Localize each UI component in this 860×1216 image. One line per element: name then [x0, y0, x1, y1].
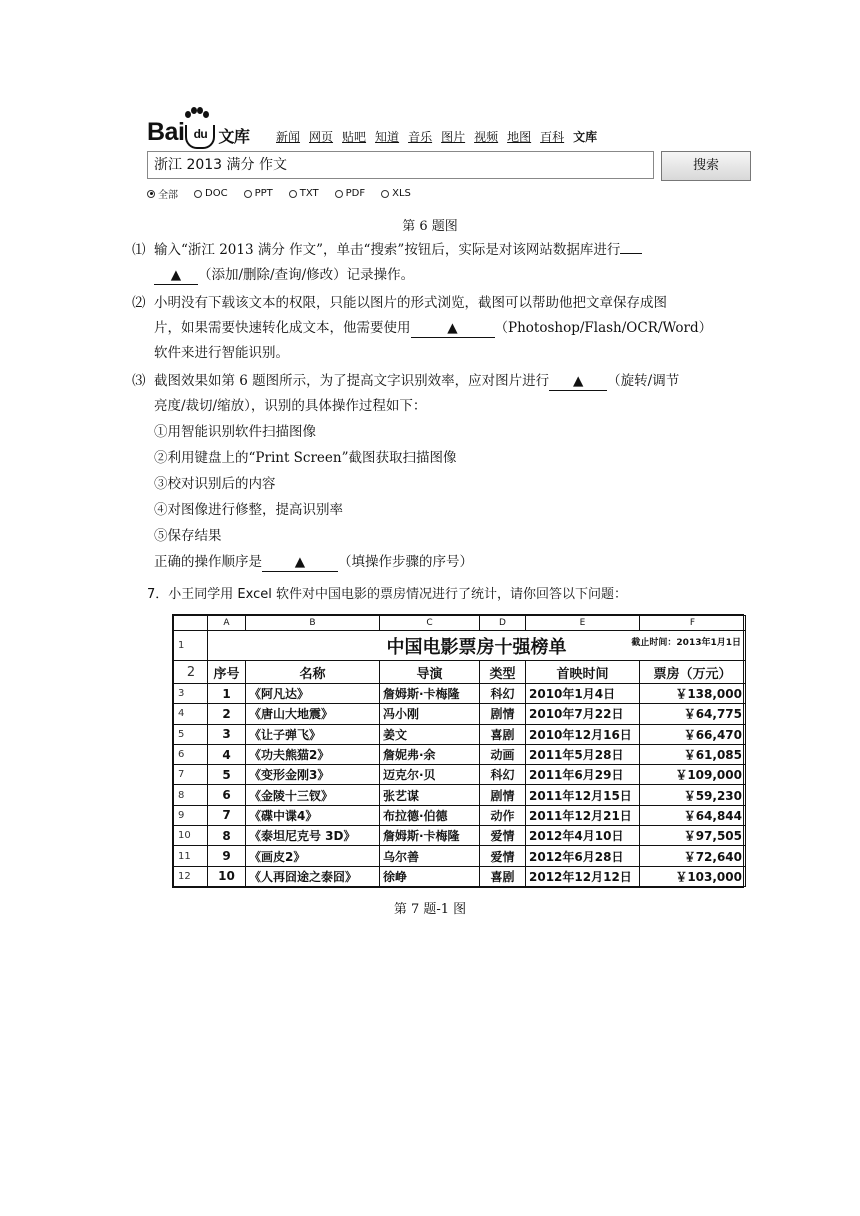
table-cell: 2 [208, 704, 246, 724]
table-cell: ￥64,775 [640, 704, 746, 724]
q3-blank: ▲ [549, 372, 607, 391]
table-cell: ￥103,000 [640, 866, 746, 886]
table-cell: 爱情 [480, 846, 526, 866]
column-label: 票房（万元） [640, 661, 746, 684]
filter-label: DOC [205, 188, 228, 199]
table-cell: ￥72,640 [640, 846, 746, 866]
radio-icon [244, 190, 252, 198]
filter-label: 全部 [158, 190, 178, 201]
table-cell: 2011年6月29日 [526, 765, 640, 785]
q2-line1: 小明没有下载该文本的权限，只能以图片的形式浏览，截图可以帮助他把文章保存成图 [154, 295, 667, 311]
table-cell: 1 [208, 683, 246, 703]
q2-line2b: （Photoshop/Flash/OCR/Word） [494, 320, 713, 336]
sheet-title-note: 截止时间：2013年1月1日 [631, 638, 741, 648]
q2-line3: 软件来进行智能识别。 [154, 345, 289, 361]
filter-radio[interactable] [335, 186, 365, 201]
q3-line1 [154, 369, 679, 394]
table-row [174, 866, 746, 886]
row-header: 8 [174, 785, 208, 805]
table-cell: 4 [208, 744, 246, 764]
table-header-row [174, 661, 746, 684]
logo-wenku: 文库 [218, 127, 250, 146]
table-row [174, 846, 746, 866]
table-cell: 乌尔善 [380, 846, 480, 866]
column-label: 名称 [246, 661, 380, 684]
table-row [174, 631, 746, 661]
table-cell: 9 [208, 846, 246, 866]
q3-step-5: ⑤保存结果 [154, 528, 222, 544]
table-cell: 动作 [480, 805, 526, 825]
table-cell: ￥64,844 [640, 805, 746, 825]
search-input[interactable]: 浙江 2013 满分 作文 [147, 151, 654, 179]
table-cell: 《金陵十三钗》 [246, 785, 380, 805]
excel-screenshot [172, 614, 744, 888]
q3-number: ⑶ [132, 373, 146, 389]
row-header: 2 [174, 661, 208, 684]
row-header: 7 [174, 765, 208, 785]
column-label: 首映时间 [526, 661, 640, 684]
filter-label: PPT [254, 188, 273, 199]
table-cell: 2012年6月28日 [526, 846, 640, 866]
q1-number: ⑴ [132, 242, 146, 258]
q3-order-blank: ▲ [262, 553, 338, 572]
sheet-title-cell [208, 631, 746, 661]
table-row [174, 704, 746, 724]
q3-line2: 亮度/裁切/缩放），识别的具体操作过程如下： [154, 398, 427, 414]
column-header-row [174, 616, 746, 631]
q3-line1a: 截图效果如第 6 题图所示，为了提高文字识别效率，应对图片进行 [154, 373, 550, 389]
radio-icon [147, 190, 155, 198]
table-cell: 布拉德·伯德 [380, 805, 480, 825]
filter-radio[interactable] [147, 186, 178, 201]
q2-line2 [154, 316, 712, 341]
row-header: 10 [174, 826, 208, 846]
table-cell: ￥59,230 [640, 785, 746, 805]
radio-icon [289, 190, 297, 198]
filter-radio[interactable] [244, 186, 273, 201]
sheet-title: 中国电影票房十强榜单 [386, 636, 567, 658]
q2-line2a: 片，如果需要快速转化成文本，他需要使用 [154, 320, 411, 336]
table-cell: 6 [208, 785, 246, 805]
table-cell: 《画皮2》 [246, 846, 380, 866]
table-cell: 5 [208, 765, 246, 785]
box-office-table [173, 615, 746, 887]
column-header: D [480, 616, 526, 631]
filter-label: XLS [392, 188, 411, 199]
table-row [174, 724, 746, 744]
column-header: A [208, 616, 246, 631]
radio-icon [194, 190, 202, 198]
nav-link[interactable]: 网页 [309, 130, 334, 144]
column-header: B [246, 616, 380, 631]
row-header: 4 [174, 704, 208, 724]
q3-step-3: ③校对识别后的内容 [154, 476, 276, 492]
nav-link[interactable]: 新闻 [276, 130, 301, 144]
table-row [174, 683, 746, 703]
q7-text: 7．小王同学用 Excel 软件对中国电影的票房情况进行了统计，请你回答以下问题： [147, 587, 627, 602]
table-cell: 10 [208, 866, 246, 886]
table-cell: 2012年4月10日 [526, 826, 640, 846]
q1-blank: ▲ [154, 266, 198, 285]
filter-label: TXT [299, 188, 319, 199]
filter-label: PDF [345, 188, 366, 199]
table-cell: 喜剧 [480, 724, 526, 744]
table-cell: ￥97,505 [640, 826, 746, 846]
table-cell: ￥66,470 [640, 724, 746, 744]
logo-du: du [185, 125, 215, 149]
radio-icon [335, 190, 343, 198]
row-header: 5 [174, 724, 208, 744]
table-cell: 《阿凡达》 [246, 683, 380, 703]
table-cell: 徐峥 [380, 866, 480, 886]
q2-blank: ▲ [411, 319, 495, 338]
row-header: 9 [174, 805, 208, 825]
table-cell: 2011年12月15日 [526, 785, 640, 805]
table-cell: 《碟中谍4》 [246, 805, 380, 825]
q1-line1 [154, 238, 734, 263]
filter-radio[interactable] [194, 186, 228, 201]
filter-radio[interactable] [289, 186, 319, 201]
table-cell: ￥138,000 [640, 683, 746, 703]
table-cell: 7 [208, 805, 246, 825]
q3-order-a: 正确的操作顺序是 [154, 554, 262, 570]
table-cell: 爱情 [480, 826, 526, 846]
nav-link[interactable]: 地图 [507, 130, 532, 144]
table-cell: ￥61,085 [640, 744, 746, 764]
column-header: E [526, 616, 640, 631]
table-cell: 冯小刚 [380, 704, 480, 724]
table-cell: 张艺谋 [380, 785, 480, 805]
table-cell: 《唐山大地震》 [246, 704, 380, 724]
logo-text: Bai [147, 118, 185, 146]
baidu-logo[interactable] [147, 118, 249, 147]
q2-number: ⑵ [132, 295, 146, 311]
filetype-filter [147, 186, 411, 201]
q3-step-2: ②利用键盘上的“Print Screen”截图获取扫描图像 [154, 450, 457, 466]
row-header: 11 [174, 846, 208, 866]
table-row [174, 765, 746, 785]
q3-step-1: ①用智能识别软件扫描图像 [154, 424, 316, 440]
table-cell: 2011年12月21日 [526, 805, 640, 825]
table-row [174, 805, 746, 825]
nav-link[interactable]: 知道 [375, 130, 400, 144]
table-row [174, 826, 746, 846]
table-cell: 姜文 [380, 724, 480, 744]
q1-text-b: （添加/删除/查询/修改）记录操作。 [198, 267, 415, 283]
nav-link[interactable]: 百科 [540, 130, 565, 144]
table-cell: 迈克尔·贝 [380, 765, 480, 785]
column-label: 类型 [480, 661, 526, 684]
filter-radio[interactable] [381, 186, 411, 201]
table-cell: 詹姆斯·卡梅隆 [380, 683, 480, 703]
row-header: 12 [174, 866, 208, 886]
nav-link[interactable]: 视频 [474, 130, 499, 144]
table-cell: 剧情 [480, 785, 526, 805]
table-row [174, 785, 746, 805]
table-cell: 2010年7月22日 [526, 704, 640, 724]
column-header: F [640, 616, 746, 631]
figure-7-caption: 第 7 题-1 图 [393, 902, 467, 917]
table-cell: 8 [208, 826, 246, 846]
table-cell: 《让子弹飞》 [246, 724, 380, 744]
radio-icon [381, 190, 389, 198]
table-cell: 动画 [480, 744, 526, 764]
q3-line1b: （旋转/调节 [607, 373, 680, 389]
row-header: 1 [174, 631, 208, 661]
nav-link[interactable]: 贴吧 [342, 130, 367, 144]
table-cell: 詹妮弗·余 [380, 744, 480, 764]
table-cell: 2010年12月16日 [526, 724, 640, 744]
nav-link[interactable]: 音乐 [408, 130, 433, 144]
column-header: C [380, 616, 480, 631]
table-row [174, 744, 746, 764]
table-cell: 《功夫熊猫2》 [246, 744, 380, 764]
nav-current: 文库 [573, 130, 598, 144]
table-cell: 詹姆斯·卡梅隆 [380, 826, 480, 846]
row-header: 3 [174, 683, 208, 703]
table-cell: 剧情 [480, 704, 526, 724]
q3-step-4: ④对图像进行修整，提高识别率 [154, 502, 343, 518]
table-cell: 3 [208, 724, 246, 744]
table-cell: 《人再囧途之泰囧》 [246, 866, 380, 886]
q3-order-b: （填操作步骤的序号） [338, 554, 473, 570]
top-nav [276, 128, 597, 145]
corner-cell [174, 616, 208, 631]
figure-6-caption: 第 6 题图 [402, 219, 458, 234]
q1-line2 [154, 263, 414, 288]
table-cell: 喜剧 [480, 866, 526, 886]
row-header: 6 [174, 744, 208, 764]
table-cell: ￥109,000 [640, 765, 746, 785]
column-label: 导演 [380, 661, 480, 684]
table-cell: 科幻 [480, 683, 526, 703]
q1-text-a: 输入“浙江 2013 满分 作文”，单击“搜索”按钮后，实际是对该网站数据库进行 [154, 242, 621, 258]
table-cell: 科幻 [480, 765, 526, 785]
table-cell: 《泰坦尼克号 3D》 [246, 826, 380, 846]
table-cell: 《变形金刚3》 [246, 765, 380, 785]
table-cell: 2011年5月28日 [526, 744, 640, 764]
search-button[interactable]: 搜索 [661, 151, 751, 181]
nav-link[interactable]: 图片 [441, 130, 466, 144]
table-cell: 2012年12月12日 [526, 866, 640, 886]
column-label: 序号 [208, 661, 246, 684]
q3-order [154, 550, 473, 575]
table-cell: 2010年1月4日 [526, 683, 640, 703]
